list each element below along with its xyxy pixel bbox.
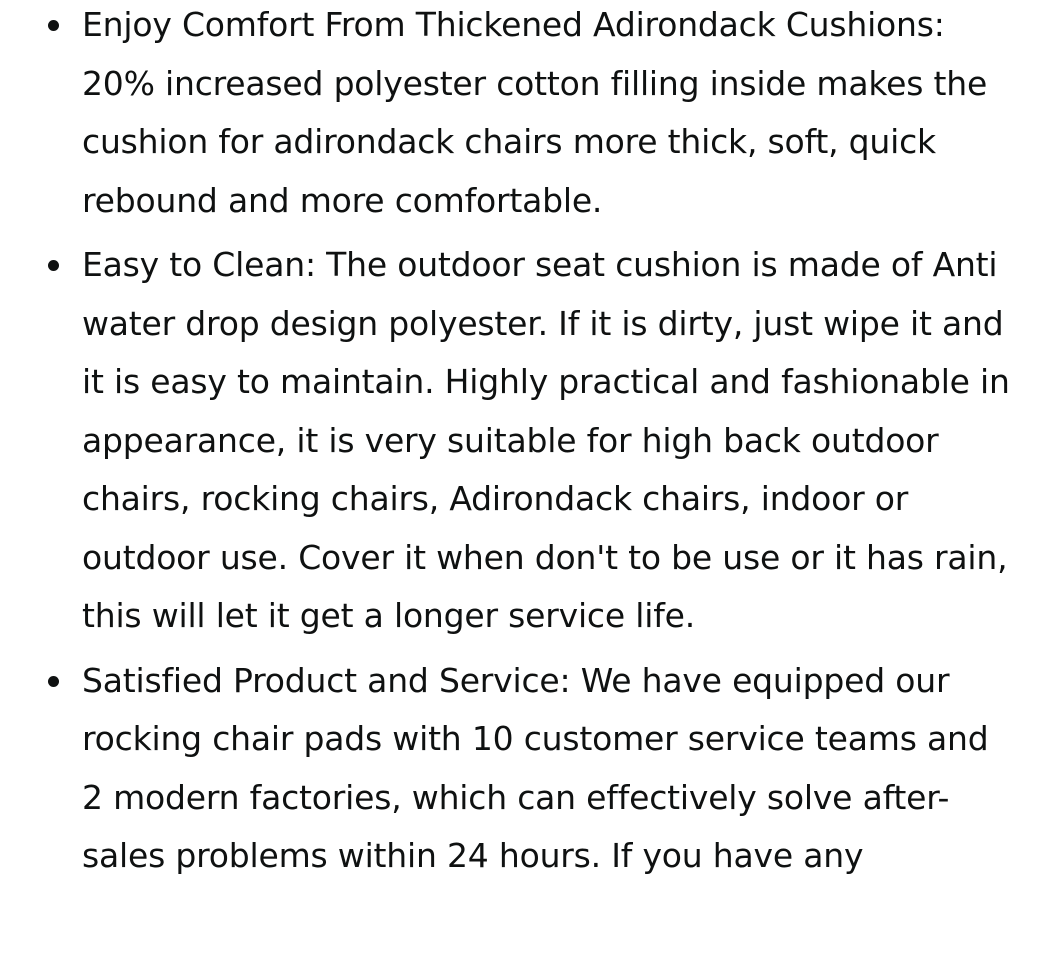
bullet-dot-icon bbox=[48, 676, 59, 687]
bullet-dot-icon bbox=[48, 260, 59, 271]
bullet-item-easy-to-clean bbox=[0, 236, 1038, 646]
bullet-text: Easy to Clean: The outdoor seat cushion is made of Anti water drop design polyester. If it is dirty, just wipe it and it is easy to maintain. Highly practical and fashionable in appearance, it is very suitable for high back outdoor chairs, rocking chairs, Adirondack chairs, indoor or outdoor use. Cover it when don't to be use or it has rain, this will let it get a longer service life. bbox=[82, 245, 1010, 635]
bullet-item-service bbox=[0, 652, 1038, 886]
bullet-text: Enjoy Comfort From Thickened Adirondack Cushions: 20% increased polyester cotton filling inside makes the cushion for adirondack chairs more thick, soft, quick rebound and more comfortable. bbox=[82, 5, 988, 220]
bullet-item-comfort bbox=[0, 0, 1038, 230]
bullet-dot-icon bbox=[48, 20, 59, 31]
bullet-text: Satisfied Product and Service: We have equipped our rocking chair pads with 10 customer service teams and 2 modern factories, which can effectively solve after-sales problems within 24 hours. If you have any bbox=[82, 660, 989, 875]
